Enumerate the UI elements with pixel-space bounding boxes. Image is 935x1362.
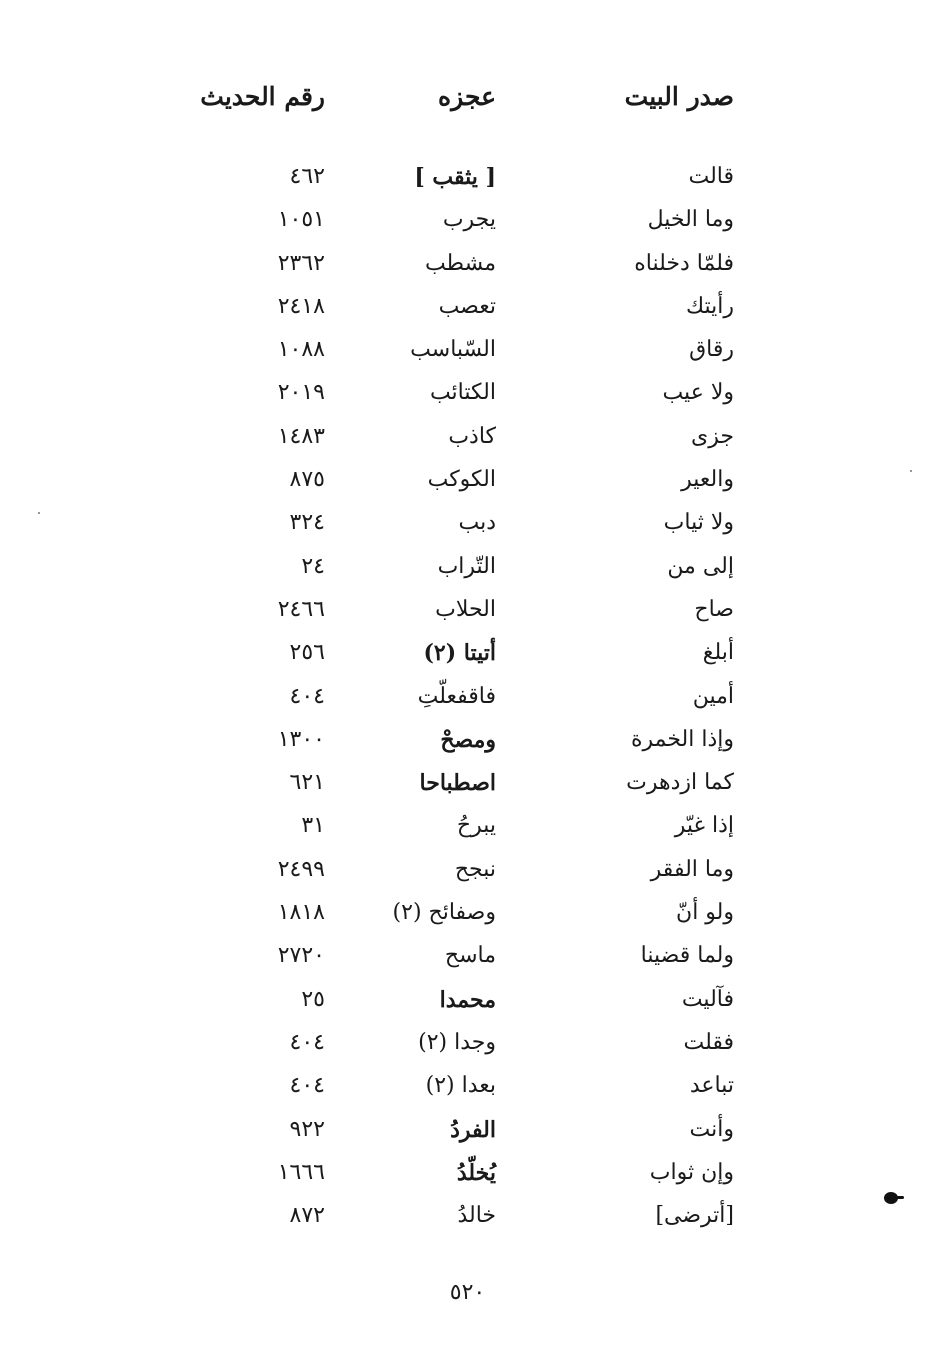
hadith-number: ١٣٠٠ xyxy=(277,726,325,752)
table-row xyxy=(0,855,935,898)
verse-ending: أتيتا (٢) xyxy=(423,640,496,667)
verse-opening: إذا غيّر xyxy=(674,813,734,839)
header-hadith-number: رقم الحديث xyxy=(200,82,325,111)
verse-ending: يبرحُ xyxy=(456,813,496,839)
verse-ending: نبجح xyxy=(454,856,496,882)
header-sadr-albayt: صدر البيت xyxy=(624,82,734,111)
verse-opening: أمين xyxy=(692,683,734,709)
hadith-number: ٢٠١٩ xyxy=(277,380,325,406)
verse-opening: وإن ثواب xyxy=(649,1159,734,1185)
hadith-number: ٨٧٥ xyxy=(289,467,325,493)
verse-ending: ماسح xyxy=(444,943,496,969)
verse-ending: كاذب xyxy=(448,423,496,449)
verse-ending: تعصب xyxy=(438,293,496,319)
verse-ending: الحلاب xyxy=(435,596,496,622)
verse-ending: يجرب xyxy=(442,207,496,233)
hadith-number: ٢٤٦٦ xyxy=(277,596,325,622)
table-row xyxy=(0,552,935,595)
hadith-number: ٩٢٢ xyxy=(289,1116,325,1142)
verse-opening: فقلت xyxy=(683,1029,734,1055)
verse-ending: ومصحْ xyxy=(440,726,496,753)
hadith-number: ١٠٥١ xyxy=(277,207,325,233)
verse-ending: الفردُ xyxy=(450,1116,496,1143)
verse-ending: التّراب xyxy=(437,553,496,579)
hadith-number: ٢٣٦٢ xyxy=(277,250,325,276)
hadith-number: ١٤٨٣ xyxy=(277,423,325,449)
hadith-number: ٤٦٢ xyxy=(289,164,325,189)
table-header xyxy=(0,84,935,124)
verse-opening: ولو أنّ xyxy=(676,900,734,926)
table-row xyxy=(0,1158,935,1201)
table-row xyxy=(0,1071,935,1114)
hadith-number: ٦٢١ xyxy=(289,770,325,796)
table-row xyxy=(0,1115,935,1158)
verse-ending: بعدا (٢) xyxy=(425,1073,496,1099)
table-row xyxy=(0,768,935,811)
hadith-number: ٣٢٤ xyxy=(289,510,325,536)
verse-ending: محمدا xyxy=(439,986,496,1013)
verse-ending: دبب xyxy=(458,510,496,536)
hadith-number: ٣١ xyxy=(301,813,325,839)
verse-opening: تباعد xyxy=(689,1073,734,1099)
table-row xyxy=(0,205,935,248)
ink-blot xyxy=(884,1192,898,1204)
hadith-number: ١٦٦٦ xyxy=(277,1159,325,1185)
hadith-number: ٢٧٢٠ xyxy=(277,943,325,969)
hadith-number: ١٠٨٨ xyxy=(277,337,325,363)
header-ajzuh: عجزه xyxy=(438,82,496,111)
verse-opening: قالت xyxy=(688,164,734,189)
page-number: ٥٢٠ xyxy=(449,1280,486,1305)
verse-ending: الكوكب xyxy=(427,467,496,493)
hadith-number: ٢٤١٨ xyxy=(277,293,325,319)
verse-opening: أبلغ xyxy=(702,640,734,666)
verse-opening: ولا ثياب xyxy=(663,510,734,536)
verse-index-table xyxy=(0,162,935,1244)
table-row xyxy=(0,985,935,1028)
verse-ending: السّباسب xyxy=(410,337,496,363)
table-row xyxy=(0,725,935,768)
verse-opening: ولما قضينا xyxy=(640,943,734,969)
table-row xyxy=(0,638,935,681)
hadith-number: ٢٤٩٩ xyxy=(277,856,325,882)
verse-opening: وما الفقر xyxy=(650,856,734,882)
verse-opening: كما ازدهرت xyxy=(626,770,734,796)
verse-ending: اصطباحا xyxy=(419,770,496,797)
table-row xyxy=(0,422,935,465)
table-row xyxy=(0,249,935,292)
verse-ending: وجدا (٢) xyxy=(418,1029,496,1055)
table-row xyxy=(0,335,935,378)
verse-opening: [أترضى] xyxy=(655,1203,734,1229)
verse-ending: [ يثقب ] xyxy=(414,164,496,190)
hadith-number: ٤٠٤ xyxy=(289,1029,325,1055)
verse-opening: والعير xyxy=(681,467,734,493)
verse-opening: وأنت xyxy=(689,1116,734,1142)
table-row xyxy=(0,1028,935,1071)
verse-opening: رأيتك xyxy=(685,293,734,319)
verse-opening: فآليت xyxy=(681,986,734,1012)
verse-opening: صاح xyxy=(694,596,734,622)
table-row xyxy=(0,682,935,725)
hadith-number: ٢٤ xyxy=(301,553,325,579)
hadith-number: ١٨١٨ xyxy=(277,900,325,926)
table-row xyxy=(0,1201,935,1244)
verse-opening: ولا عيب xyxy=(662,380,734,406)
table-row xyxy=(0,508,935,551)
verse-opening: إلى من xyxy=(667,553,734,579)
table-row xyxy=(0,595,935,638)
verse-opening: جزى xyxy=(691,423,734,449)
verse-opening: وما الخيل xyxy=(647,207,734,233)
table-row xyxy=(0,292,935,335)
verse-ending: يُخلّدُ xyxy=(456,1159,496,1186)
verse-ending: خالدُ xyxy=(457,1203,496,1229)
table-row xyxy=(0,941,935,984)
hadith-number: ٢٥ xyxy=(301,986,325,1012)
hadith-number: ٤٠٤ xyxy=(289,1073,325,1099)
verse-ending: وصفائح (٢) xyxy=(392,900,496,926)
paper-speck xyxy=(38,512,40,514)
verse-ending: مشطب xyxy=(424,250,496,276)
table-row xyxy=(0,162,935,205)
hadith-number: ٢٥٦ xyxy=(289,640,325,666)
verse-ending: فاقفعلّتِ xyxy=(417,683,496,709)
verse-ending: الكتائب xyxy=(429,380,496,406)
table-row xyxy=(0,811,935,854)
hadith-number: ٨٧٢ xyxy=(289,1203,325,1229)
paper-speck xyxy=(910,470,912,472)
hadith-number: ٤٠٤ xyxy=(289,683,325,709)
verse-opening: فلمّا دخلناه xyxy=(634,250,734,276)
verse-opening: وإذا الخمرة xyxy=(630,726,734,752)
table-row xyxy=(0,378,935,421)
verse-opening: رقاق xyxy=(689,337,734,363)
table-row xyxy=(0,898,935,941)
table-row xyxy=(0,465,935,508)
